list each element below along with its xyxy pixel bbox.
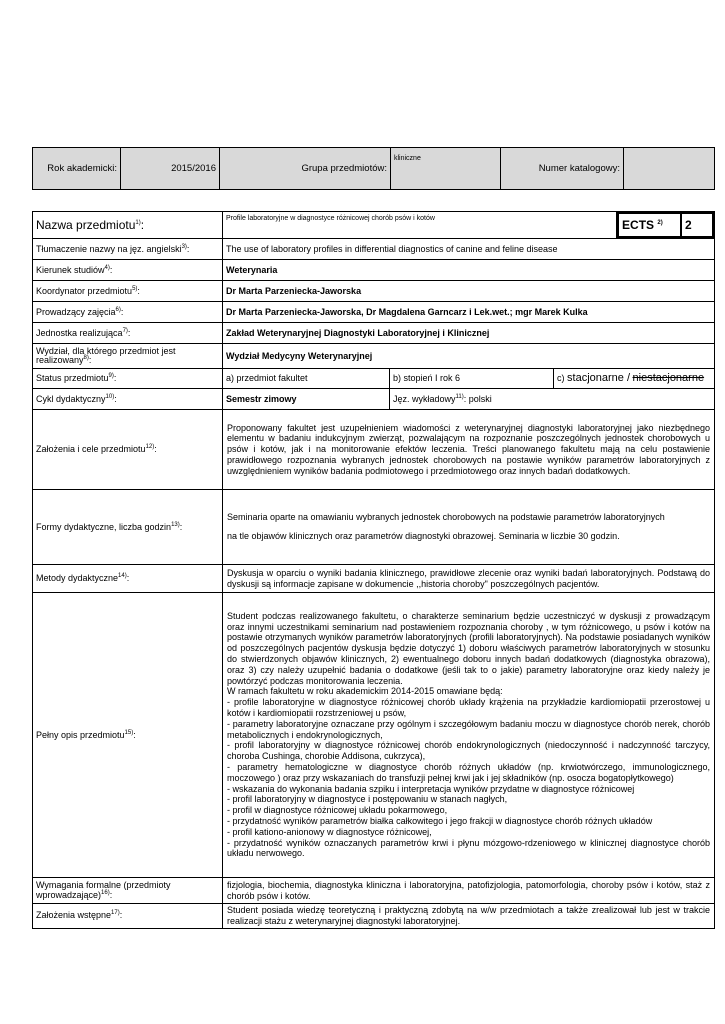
- jednostka-value: Zakład Weterynaryjnej Diagnostyki Laboratoryjnej i Klinicznej: [223, 323, 715, 344]
- opis-item: - przydatność wyników parametrów białka całkowitego i jego frakcji w diagnostyce chorób różnych układów: [227, 815, 653, 826]
- row-nazwa: [33, 212, 715, 239]
- kierunek-label: Kierunek studiów$^{4)}$:: [33, 260, 223, 281]
- tlumaczenie-label: Tłumaczenie nazwy na jęz. angielski$^{3)}$:: [33, 239, 223, 260]
- formy-line-2: na tle objawów klinicznych oraz parametrów diagnostyki obrazowej. Seminaria w liczbie 30 godzin.: [227, 531, 620, 541]
- status-a: a) przedmiot fakultet: [223, 369, 390, 389]
- opis-item: - profil kationo-anionowy w diagnostyce różnicowej,: [227, 826, 432, 837]
- opis-item: - profile laboratoryjne w diagnostyce różnicowej chorób układy krążenia na przykładzie kardiomiopatii przerostowej u kotów i kardiomiopatii rozstrzeniowej u psów,: [227, 697, 711, 718]
- formy-label: Formy dydaktyczne, liczba godzin$^{13)}$:: [33, 490, 223, 565]
- ects-table: [617, 212, 714, 238]
- wymagania-label: Wymagania formalne (przedmioty wprowadzające)$^{16)}$:: [33, 878, 223, 904]
- opis-item: - wskazania do wykonania badania szpiku i interpretacja wyników przydatne w diagnostyce różnicowej: [227, 783, 635, 794]
- prowadzacy-label: Prowadzący zajęcia$^{6)}$:: [33, 302, 223, 323]
- row-kierunek: [33, 260, 715, 281]
- status-label: Status przedmiotu$^{9)}$:: [33, 369, 223, 389]
- nazwa-label: Nazwa przedmiotu$^{1)}$:: [33, 212, 223, 239]
- row-zalozenia: [33, 410, 715, 490]
- ects-cell: [617, 212, 715, 239]
- wstepne-value: Student posiada wiedzę teoretyczną i praktyczną zdobytą na w/w przedmiotach a także zrealizował lub jest w trakcie realizacji stażu z weterynaryjnej diagnostyki laboratoryjnej.: [223, 904, 715, 929]
- metody-value: Dyskusja w oparciu o wyniki badania klinicznego, prawidłowe zlecenie oraz wyniki badań laboratoryjnych. Podstawą do dyskusji są informacje zapisane w dokumencie ,,historia choroby" poszczególnych pacjentów.: [223, 565, 715, 593]
- opis-label: Pełny opis przedmiotu$^{15)}$:: [33, 593, 223, 878]
- status-b: b) stopień I rok 6: [390, 369, 554, 389]
- zalozenia-value: Proponowany fakultet jest uzupełnieniem wiadomości z weterynaryjnej diagnostyki laboratoryjnej jako niezbędnego elementu w badaniu indukcyjnym zwierząt, pozwalającym na rozpoznanie poszczególnych jednostek chorobowych u psów i kotów, jak i na monitorowanie efektów leczenia. Treści planowanego fakultetu mają na celu postawienie prawidłowego rozpoznania wybranych jednostek chorobowych na postawie wyników parametrów laboratoryjnych z uwzględnieniem wyników badania podmiotowego i przedmiotowego oraz innych badań dodatkowych.: [223, 410, 715, 490]
- cykl-value: Semestr zimowy: [223, 389, 390, 410]
- row-tlumaczenie: [33, 239, 715, 260]
- opis-item: - profil laboratoryjny w diagnostyce różnicowej chorób endokrynologicznych (niedoczynność i nadczynność tarczycy, choroba Cushinga, chorobie Addisona, cukrzyca),: [227, 740, 711, 762]
- row-wstepne: [33, 904, 715, 929]
- opis-value: [223, 593, 715, 878]
- numer-katalogowy-label: Numer katalogowy:: [501, 148, 624, 190]
- rok-akademicki-label: Rok akademicki:: [33, 148, 121, 190]
- row-cykl: [33, 389, 715, 410]
- formy-line-1: Seminaria oparte na omawianiu wybranych jednostek chorobowych na podstawie parametrów laboratoryjnych: [227, 512, 665, 523]
- wstepne-label: Założenia wstępne$^{17)}$:: [33, 904, 223, 929]
- row-formy: [33, 490, 715, 565]
- koordynator-label: Koordynator przedmiotu$^{5)}$:: [33, 281, 223, 302]
- ects-value: 2: [681, 213, 713, 237]
- row-wymagania: [33, 878, 715, 904]
- nazwa-value: Profile laboratoryjne w diagnostyce różnicowej chorób psów i kotów: [223, 212, 617, 239]
- formy-value: [223, 490, 715, 565]
- wydzial-label: Wydział, dla którego przedmiot jest realizowany$^{8)}$:: [33, 344, 223, 369]
- kierunek-value: Weterynaria: [223, 260, 715, 281]
- cykl-label: Cykl dydaktyczny$^{10)}$:: [33, 389, 223, 410]
- row-opis: [33, 593, 715, 878]
- rok-akademicki-value: 2015/2016: [121, 148, 220, 190]
- opis-intro: Student podczas realizowanego fakultetu, o charakterze seminarium będzie uczestniczyć w dyskusji z prowadzącym oraz innymi uczestnikami seminarium nad postawieniem rozpoznania choroby , w tym różnicowego, u psów i kotów na postawie otrzymanych wyników parametrów laboratoryjnych (profili laboratoryjnych). Na podstawie posiadanych wyników od poszczególnych pacjentów dyskusja będzie dotyczyć 1) doboru właściwych parametrów laboratoryjnych w stosunku do stwierdzonych objawów klinicznych, 2) ewentualnego doboru innych badań dodatkowych (diagnostyka obrazowa), oraz 3) czy należy uzupełnić badania o dodatkowe (jeśli tak to o jakie) parametry laboratoryjne oraz kiedy należy je powtórzyć podczas monitorowania leczenia.: [227, 610, 711, 686]
- header-table: [32, 147, 715, 190]
- opis-item: - profil laboratoryjny w diagnostyce i postępowaniu w stanach nagłych,: [227, 794, 508, 805]
- row-koordynator: [33, 281, 715, 302]
- jednostka-label: Jednostka realizująca$^{7)}$:: [33, 323, 223, 344]
- opis-item: - parametry hematologiczne w diagnostyce chorób różnych układów (np. krwiotwórczego, immunologicznego, moczowego ) oraz przy wskazaniach do transfuzji pełnej krwi jak i jej składników (np. osocza bogatopłytkowego): [227, 761, 711, 783]
- row-prowadzacy: [33, 302, 715, 323]
- numer-katalogowy-value: [624, 148, 715, 190]
- status-c: c) stacjonarne / niestacjonarne: [554, 369, 715, 389]
- zalozenia-label: Założenia i cele przedmiotu$^{12)}$:: [33, 410, 223, 490]
- ects-label: ECTS $^{2)}$: [618, 213, 681, 237]
- syllabus-table: [32, 211, 715, 929]
- metody-label: Metody dydaktyczne$^{14)}$:: [33, 565, 223, 593]
- tlumaczenie-value: The use of laboratory profiles in differential diagnostics of canine and feline disease: [223, 239, 715, 260]
- wymagania-value: fizjologia, biochemia, diagnostyka kliniczna i laboratoryjna, patofizjologia, patomorfologia, choroby psów i kotów, staż z chorób psów i kotów.: [223, 878, 715, 904]
- row-status: [33, 369, 715, 389]
- opis-ramach: W ramach fakultetu w roku akademickim 2014-2015 omawiane będą:: [227, 686, 503, 697]
- grupa-przedmiotow-label: Grupa przedmiotów:: [220, 148, 391, 190]
- status-c-struck: niestacjonarne: [632, 371, 705, 384]
- opis-item: - przydatność wyników oznaczanych parametrów krwi i płynu mózgowo-rdzeniowego w klinicznej diagnostyce chorób układu nerwowego.: [227, 837, 711, 859]
- jezyk-cell: Jęz. wykładowy$^{11)}$: polski: [390, 389, 715, 410]
- row-metody: [33, 565, 715, 593]
- wydzial-value: Wydział Medycyny Weterynaryjnej: [223, 344, 715, 369]
- opis-item: - profil w diagnostyce różnicowej układu pokarmowego,: [227, 805, 448, 816]
- prowadzacy-value: Dr Marta Parzeniecka-Jaworska, Dr Magdalena Garncarz i Lek.wet.; mgr Marek Kulka: [223, 302, 715, 323]
- row-jednostka: [33, 323, 715, 344]
- opis-item: - parametry laboratoryjne oznaczane przy ogólnym i szczegółowym badaniu moczu w diagnostyce chorób nerek, chorób metabolicznych i endokrynologicznych,: [227, 718, 711, 740]
- row-wydzial: [33, 344, 715, 369]
- koordynator-value: Dr Marta Parzeniecka-Jaworska: [223, 281, 715, 302]
- grupa-przedmiotow-value: kliniczne: [391, 148, 501, 190]
